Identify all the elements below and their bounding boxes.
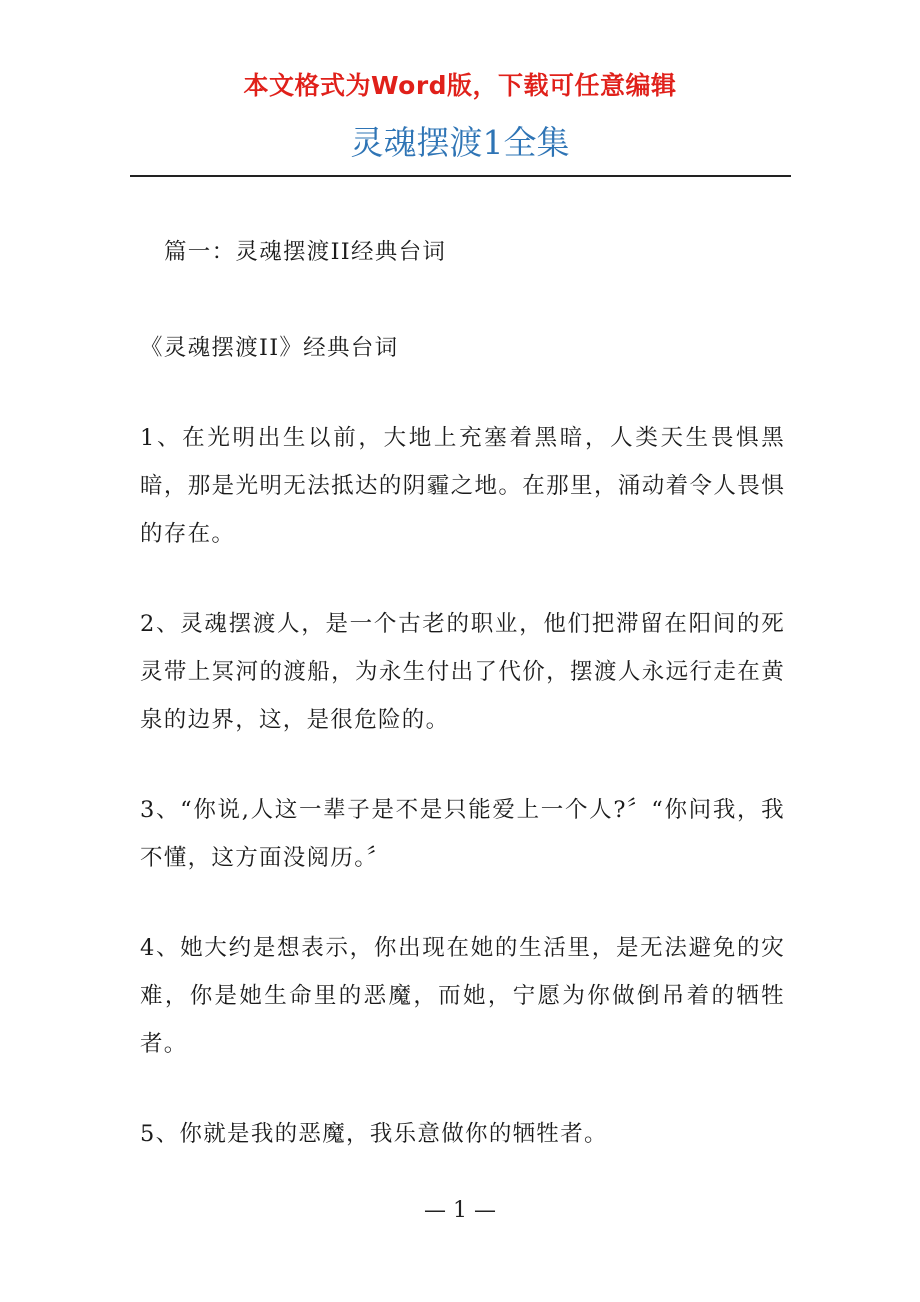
document-title: 灵魂摆渡1全集 [350, 123, 570, 162]
document-body [140, 228, 785, 1200]
paragraph-5: 5、你就是我的恶魔，我乐意做你的牺牲者。 [140, 1121, 608, 1147]
paragraph-2: 2、灵魂摆渡人，是一个古老的职业，他们把滞留在阳间的死灵带上冥河的渡船，为永生付出了代价，摆渡人永远行走在黄泉的边界，这，是很危险的。 [140, 611, 785, 733]
subheading: 《灵魂摆渡II》经典台词 [140, 335, 399, 361]
paragraph-1: 1、在光明出生以前，大地上充塞着黑暗，人类天生畏惧黑暗，那是光明无法抵达的阴霾之地。在那里，涌动着令人畏惧的存在。 [140, 425, 785, 547]
page-number: — 1 — [424, 1198, 496, 1223]
paragraph-4: 4、她大约是想表示，你出现在她的生活里，是无法避免的灾难，你是她生命里的恶魔，而她，宁愿为你做倒吊着的牺牲者。 [140, 935, 785, 1057]
format-banner: 本文格式为Word版，下载可任意编辑 [243, 71, 677, 100]
paragraph-3: 3、“你说,人这一辈子是不是只能爱上一个人?〞“你问我，我不懂，这方面没阅历。〞 [140, 797, 785, 871]
title-divider [130, 175, 791, 177]
section-heading: 篇一：灵魂摆渡II经典台词 [164, 239, 447, 265]
